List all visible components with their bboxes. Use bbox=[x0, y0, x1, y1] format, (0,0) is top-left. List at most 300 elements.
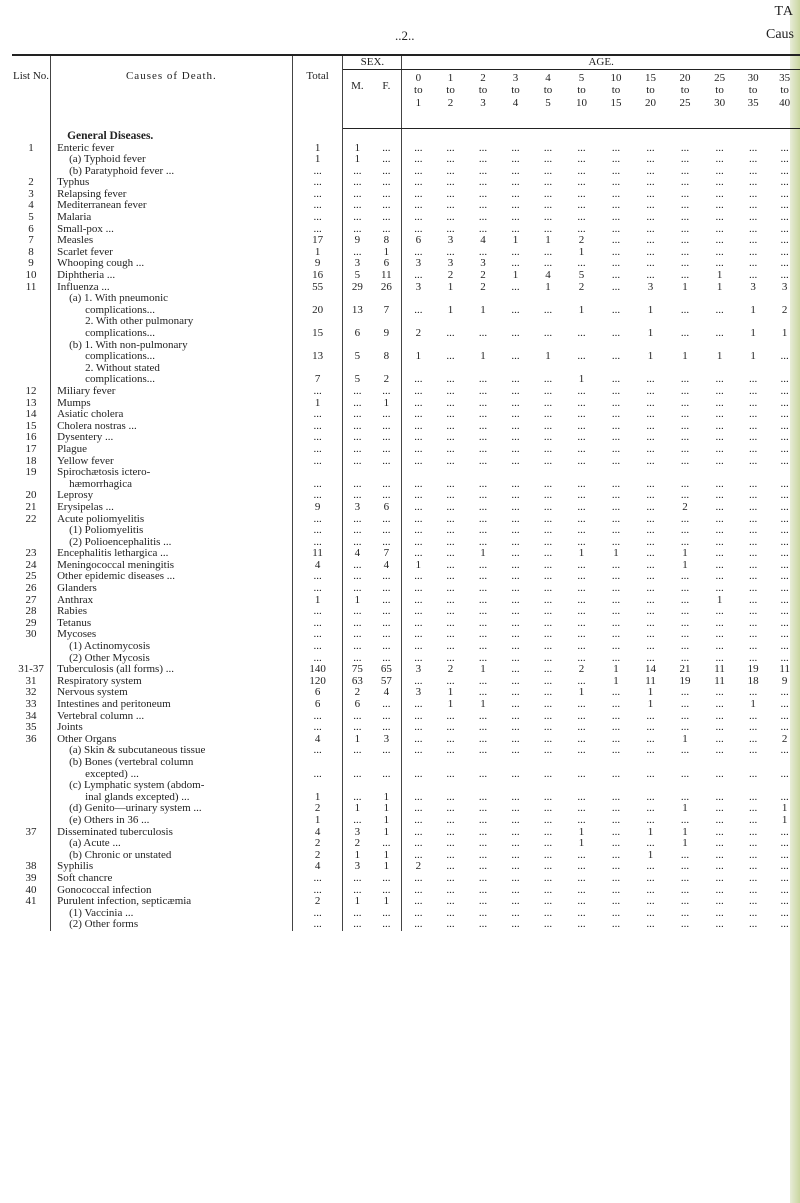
page-number: ..2.. bbox=[395, 28, 415, 43]
age-cell: ... bbox=[611, 733, 621, 745]
male-cell: ... bbox=[353, 188, 362, 200]
age-cell: ... bbox=[715, 246, 724, 258]
age-cell: ... bbox=[780, 571, 789, 583]
age-cell: ... bbox=[646, 188, 655, 200]
list-number bbox=[12, 166, 51, 178]
table-row bbox=[12, 200, 800, 212]
age-cell: ... bbox=[611, 513, 621, 525]
table-row bbox=[12, 502, 800, 514]
age-cell: ... bbox=[414, 154, 423, 166]
cause-label: Asiatic cholera bbox=[51, 409, 293, 421]
age-cell: ... bbox=[446, 420, 455, 432]
age-cell: 1 bbox=[578, 687, 585, 699]
age-cell: ... bbox=[680, 328, 690, 339]
age-cell: ... bbox=[511, 617, 520, 629]
age-cell bbox=[599, 780, 634, 792]
age-cell: ... bbox=[611, 478, 621, 490]
age-cell: 1 bbox=[750, 699, 756, 710]
age-cell: ... bbox=[680, 432, 690, 444]
col-age-group: 2 to 3 bbox=[467, 69, 499, 128]
age-cell: 5 bbox=[578, 270, 585, 282]
age-cell: ... bbox=[511, 536, 520, 548]
age-cell: ... bbox=[543, 849, 553, 861]
age-cell: ... bbox=[478, 513, 488, 525]
age-cell: ... bbox=[577, 594, 586, 606]
cause-label: complications... bbox=[51, 374, 293, 386]
age-cell bbox=[564, 363, 599, 375]
age-cell: ... bbox=[715, 884, 724, 896]
age-cell: ... bbox=[478, 861, 488, 873]
cause-label: Measles bbox=[51, 235, 293, 247]
age-cell: ... bbox=[680, 536, 690, 548]
age-cell bbox=[564, 340, 599, 352]
table-row bbox=[12, 641, 800, 653]
age-cell: ... bbox=[748, 907, 758, 919]
age-cell: ... bbox=[748, 270, 758, 282]
age-cell: ... bbox=[478, 559, 488, 571]
col-age-group: 15 to 20 bbox=[633, 69, 668, 128]
male-cell: ... bbox=[353, 652, 362, 664]
total-cell: 140 bbox=[292, 664, 343, 676]
age-cell: ... bbox=[543, 652, 553, 664]
age-cell: ... bbox=[646, 455, 655, 467]
age-cell: ... bbox=[780, 490, 789, 502]
age-cell: ... bbox=[414, 629, 423, 641]
age-cell: ... bbox=[511, 397, 520, 409]
age-cell: ... bbox=[511, 675, 520, 687]
age-cell: ... bbox=[646, 235, 655, 247]
age-cell: ... bbox=[715, 432, 724, 444]
female-cell: ... bbox=[371, 525, 401, 537]
table-row bbox=[12, 606, 800, 618]
table-row bbox=[12, 374, 800, 386]
age-cell bbox=[702, 316, 737, 328]
age-cell: ... bbox=[543, 559, 553, 571]
cause-label: Acute poliomyelitis bbox=[51, 514, 293, 526]
age-cell: ... bbox=[577, 745, 586, 757]
age-cell: ... bbox=[748, 722, 758, 734]
age-cell: ... bbox=[611, 223, 621, 235]
table-row bbox=[12, 409, 800, 421]
age-cell: 1 bbox=[647, 351, 654, 363]
age-cell: 9 bbox=[781, 675, 788, 687]
female-cell: 6 bbox=[371, 502, 401, 514]
female-cell: ... bbox=[371, 432, 401, 444]
age-cell: ... bbox=[577, 652, 586, 664]
male-cell: ... bbox=[353, 791, 362, 803]
female-cell: ... bbox=[371, 641, 401, 653]
male-cell bbox=[343, 340, 371, 352]
age-cell: ... bbox=[511, 165, 520, 177]
cause-label: Yellow fever bbox=[51, 456, 293, 468]
age-cell: ... bbox=[715, 652, 724, 664]
age-cell bbox=[769, 757, 800, 769]
total-cell: 2 bbox=[292, 838, 343, 850]
age-cell: ... bbox=[680, 525, 690, 537]
age-cell: ... bbox=[646, 884, 655, 896]
age-cell: ... bbox=[680, 188, 690, 200]
age-cell: ... bbox=[680, 629, 690, 641]
table-row bbox=[12, 444, 800, 456]
female-cell bbox=[371, 780, 401, 792]
age-cell: ... bbox=[748, 374, 758, 386]
age-cell: ... bbox=[680, 443, 690, 455]
age-cell: ... bbox=[478, 397, 488, 409]
cause-label: Typhus bbox=[51, 177, 293, 189]
age-cell: ... bbox=[446, 606, 455, 618]
female-cell: ... bbox=[371, 154, 401, 166]
age-cell: ... bbox=[543, 420, 553, 432]
age-cell: ... bbox=[780, 455, 789, 467]
age-cell: ... bbox=[715, 513, 724, 525]
age-cell: ... bbox=[780, 838, 789, 850]
male-cell: 5 bbox=[354, 270, 361, 282]
age-cell: ... bbox=[748, 525, 758, 537]
age-cell: ... bbox=[680, 455, 690, 467]
total-cell bbox=[292, 363, 343, 375]
age-cell bbox=[402, 467, 434, 479]
age-cell: ... bbox=[748, 478, 758, 490]
female-cell: ... bbox=[371, 444, 401, 456]
age-cell: ... bbox=[748, 745, 758, 757]
age-cell: ... bbox=[646, 803, 655, 815]
total-cell: 120 bbox=[292, 676, 343, 688]
age-cell: ... bbox=[446, 838, 455, 850]
female-cell: 7 bbox=[371, 548, 401, 560]
male-cell: 5 bbox=[354, 351, 361, 363]
age-cell: ... bbox=[414, 594, 423, 606]
male-cell: 1 bbox=[354, 896, 361, 908]
list-number bbox=[12, 363, 51, 375]
age-cell: ... bbox=[543, 409, 553, 421]
table-row bbox=[12, 282, 800, 294]
age-cell: ... bbox=[646, 212, 655, 224]
list-number: 5 bbox=[12, 212, 51, 224]
age-cell: ... bbox=[414, 177, 423, 189]
female-cell: 8 bbox=[371, 235, 401, 247]
age-cell: 1 bbox=[415, 351, 422, 363]
age-cell bbox=[467, 780, 499, 792]
age-cell: ... bbox=[577, 165, 586, 177]
female-cell: 1 bbox=[371, 815, 401, 827]
female-cell: ... bbox=[371, 722, 401, 734]
age-cell: ... bbox=[577, 919, 586, 931]
age-cell: ... bbox=[715, 583, 724, 595]
male-cell: 3 bbox=[354, 501, 361, 513]
male-cell: 1 bbox=[354, 733, 361, 745]
cause-label: Nervous system bbox=[51, 687, 293, 699]
age-cell bbox=[434, 293, 466, 305]
age-cell: ... bbox=[780, 397, 789, 409]
age-cell: ... bbox=[611, 188, 621, 200]
total-cell: ... bbox=[292, 189, 343, 201]
age-cell: ... bbox=[611, 304, 621, 316]
table-row bbox=[12, 861, 800, 873]
age-cell: ... bbox=[543, 687, 553, 699]
age-cell: ... bbox=[414, 525, 423, 537]
age-cell: ... bbox=[780, 617, 789, 629]
age-cell: ... bbox=[478, 374, 488, 386]
age-cell: ... bbox=[748, 513, 758, 525]
male-cell: 13 bbox=[351, 304, 363, 316]
age-cell: 1 bbox=[716, 351, 723, 363]
total-cell: 6 bbox=[292, 699, 343, 711]
age-cell: ... bbox=[577, 188, 586, 200]
age-cell: ... bbox=[611, 490, 621, 502]
age-cell: ... bbox=[780, 200, 789, 212]
list-number bbox=[12, 328, 51, 340]
age-cell: ... bbox=[611, 617, 621, 629]
age-cell: ... bbox=[511, 258, 520, 270]
age-cell: ... bbox=[511, 814, 520, 826]
age-cell: ... bbox=[543, 154, 553, 166]
age-cell bbox=[668, 316, 703, 328]
age-cell: ... bbox=[646, 710, 655, 722]
age-cell: ... bbox=[511, 154, 520, 166]
male-cell bbox=[343, 467, 371, 479]
list-number bbox=[12, 815, 51, 827]
age-cell bbox=[737, 340, 769, 352]
table-row bbox=[12, 328, 800, 340]
age-cell: ... bbox=[780, 374, 789, 386]
list-number bbox=[12, 780, 51, 792]
age-cell: ... bbox=[748, 200, 758, 212]
age-cell: ... bbox=[446, 525, 455, 537]
age-cell: 2 bbox=[781, 304, 788, 316]
table-row bbox=[12, 386, 800, 398]
col-list-no: List No. bbox=[12, 55, 51, 128]
age-cell: ... bbox=[478, 212, 488, 224]
age-cell: ... bbox=[646, 733, 655, 745]
age-cell: ... bbox=[414, 745, 423, 757]
cause-label: Glanders bbox=[51, 583, 293, 595]
list-number bbox=[12, 745, 51, 757]
age-cell: ... bbox=[511, 745, 520, 757]
male-cell: ... bbox=[353, 409, 362, 421]
age-cell: ... bbox=[715, 212, 724, 224]
age-cell: ... bbox=[611, 420, 621, 432]
male-cell: ... bbox=[353, 884, 362, 896]
age-cell: ... bbox=[780, 548, 789, 560]
age-cell bbox=[564, 293, 599, 305]
total-cell: ... bbox=[292, 885, 343, 897]
age-cell: ... bbox=[446, 223, 455, 235]
age-cell: ... bbox=[680, 212, 690, 224]
table-row bbox=[12, 885, 800, 897]
table-row bbox=[12, 270, 800, 282]
age-cell: ... bbox=[646, 606, 655, 618]
age-cell: ... bbox=[414, 896, 423, 908]
age-cell bbox=[633, 780, 668, 792]
age-cell: ... bbox=[715, 478, 724, 490]
age-cell: ... bbox=[680, 397, 690, 409]
age-cell: ... bbox=[577, 629, 586, 641]
age-cell: 1 bbox=[545, 351, 551, 363]
female-cell: 65 bbox=[371, 664, 401, 676]
age-cell: ... bbox=[715, 397, 724, 409]
age-cell: ... bbox=[414, 501, 423, 513]
age-cell: ... bbox=[680, 571, 690, 583]
age-cell: ... bbox=[577, 571, 586, 583]
list-number bbox=[12, 850, 51, 862]
age-cell: ... bbox=[748, 165, 758, 177]
list-number bbox=[12, 351, 51, 363]
age-cell: ... bbox=[748, 246, 758, 258]
table-row bbox=[12, 363, 800, 375]
age-cell: ... bbox=[611, 258, 621, 270]
age-cell: 2 bbox=[781, 733, 788, 745]
col-age-group: 10 to 15 bbox=[599, 69, 634, 128]
age-cell: 1 bbox=[716, 281, 723, 293]
female-cell bbox=[371, 340, 401, 352]
age-cell: ... bbox=[543, 165, 553, 177]
age-cell bbox=[467, 340, 499, 352]
age-cell: ... bbox=[780, 409, 789, 421]
male-cell: ... bbox=[353, 641, 362, 653]
age-cell bbox=[668, 757, 703, 769]
age-cell: ... bbox=[414, 200, 423, 212]
age-cell: 2 bbox=[447, 270, 454, 282]
age-cell: ... bbox=[414, 722, 423, 734]
age-cell: ... bbox=[680, 699, 690, 710]
cause-label: (b) Bones (vertebral column bbox=[51, 757, 293, 769]
cause-label: hæmorrhagica bbox=[51, 479, 293, 491]
age-cell: 1 bbox=[647, 304, 654, 316]
age-cell: ... bbox=[543, 142, 553, 154]
male-cell bbox=[343, 293, 371, 305]
list-number: 2 bbox=[12, 177, 51, 189]
age-cell: ... bbox=[680, 258, 690, 270]
age-cell: ... bbox=[414, 397, 423, 409]
age-cell bbox=[702, 363, 737, 375]
age-cell: ... bbox=[680, 165, 690, 177]
age-cell bbox=[599, 293, 634, 305]
age-cell: ... bbox=[715, 791, 724, 803]
male-cell: 1 bbox=[354, 142, 361, 154]
cause-label: Other epidemic diseases ... bbox=[51, 571, 293, 583]
age-cell: ... bbox=[478, 884, 488, 896]
female-cell: ... bbox=[371, 189, 401, 201]
age-cell: ... bbox=[680, 791, 690, 803]
total-cell: ... bbox=[292, 479, 343, 491]
age-cell: ... bbox=[611, 722, 621, 734]
cause-label: Dysentery ... bbox=[51, 432, 293, 444]
list-number: 4 bbox=[12, 200, 51, 212]
age-cell bbox=[402, 316, 434, 328]
age-cell: ... bbox=[446, 536, 455, 548]
age-cell: ... bbox=[478, 675, 488, 687]
age-cell bbox=[532, 757, 564, 769]
age-cell: ... bbox=[478, 385, 488, 397]
total-cell: ... bbox=[292, 224, 343, 236]
age-cell: 1 bbox=[447, 304, 454, 316]
list-number: 26 bbox=[12, 583, 51, 595]
cause-label: complications... bbox=[51, 305, 293, 317]
age-cell: ... bbox=[511, 385, 520, 397]
age-cell: 1 bbox=[682, 351, 688, 363]
cause-label: Tetanus bbox=[51, 618, 293, 630]
age-cell: ... bbox=[478, 188, 488, 200]
female-cell: ... bbox=[371, 908, 401, 920]
cause-label: Spirochætosis ictero- bbox=[51, 467, 293, 479]
list-number bbox=[12, 340, 51, 352]
age-cell: ... bbox=[478, 687, 488, 699]
total-cell: 11 bbox=[292, 548, 343, 560]
table-row bbox=[12, 699, 800, 711]
age-cell: ... bbox=[611, 212, 621, 224]
cause-label: (b) 1. With non-pulmonary bbox=[51, 340, 293, 352]
age-cell bbox=[434, 363, 466, 375]
age-cell: ... bbox=[646, 768, 655, 780]
age-cell: ... bbox=[611, 838, 621, 850]
age-cell: ... bbox=[414, 443, 423, 455]
age-cell: ... bbox=[748, 258, 758, 270]
age-cell: ... bbox=[543, 548, 553, 560]
total-cell: ... bbox=[292, 537, 343, 549]
age-cell: ... bbox=[780, 861, 789, 873]
female-cell: ... bbox=[371, 177, 401, 189]
age-cell: ... bbox=[414, 606, 423, 618]
age-cell: ... bbox=[511, 188, 520, 200]
age-cell: ... bbox=[543, 501, 553, 513]
age-cell: ... bbox=[478, 583, 488, 595]
age-cell: ... bbox=[446, 374, 455, 386]
age-cell: ... bbox=[511, 710, 520, 722]
age-cell bbox=[467, 293, 499, 305]
age-cell: ... bbox=[543, 699, 553, 710]
female-cell: ... bbox=[371, 769, 401, 781]
age-cell: ... bbox=[715, 501, 724, 513]
age-cell: ... bbox=[511, 443, 520, 455]
table-row bbox=[12, 316, 800, 328]
age-cell: ... bbox=[446, 212, 455, 224]
age-cell: ... bbox=[611, 826, 621, 838]
cause-label: Meningococcal meningitis bbox=[51, 560, 293, 572]
female-cell: ... bbox=[371, 745, 401, 757]
table-row bbox=[12, 850, 800, 862]
age-cell: ... bbox=[414, 142, 423, 154]
list-number bbox=[12, 305, 51, 317]
cause-label: (2) Other Mycosis bbox=[51, 653, 293, 665]
age-cell: ... bbox=[543, 861, 553, 873]
age-cell: ... bbox=[414, 872, 423, 884]
cause-label: Syphilis bbox=[51, 861, 293, 873]
age-cell: ... bbox=[715, 490, 724, 502]
table-row bbox=[12, 548, 800, 560]
age-cell: ... bbox=[715, 907, 724, 919]
age-cell: 6 bbox=[415, 235, 422, 247]
list-number bbox=[12, 769, 51, 781]
age-cell: ... bbox=[414, 826, 423, 838]
age-cell: ... bbox=[780, 258, 789, 270]
age-cell: ... bbox=[577, 675, 586, 687]
age-cell: ... bbox=[680, 142, 690, 154]
age-cell: ... bbox=[748, 652, 758, 664]
total-cell: 7 bbox=[292, 374, 343, 386]
total-cell: ... bbox=[292, 525, 343, 537]
total-cell: ... bbox=[292, 409, 343, 421]
col-causes: Causes of Death. bbox=[51, 55, 293, 128]
age-cell bbox=[467, 757, 499, 769]
age-cell: ... bbox=[780, 849, 789, 861]
age-cell: ... bbox=[414, 548, 423, 560]
age-cell: ... bbox=[543, 258, 553, 270]
age-cell: ... bbox=[646, 791, 655, 803]
age-cell: ... bbox=[478, 420, 488, 432]
age-cell: ... bbox=[478, 165, 488, 177]
table-row bbox=[12, 514, 800, 526]
age-cell: 1 bbox=[415, 559, 422, 571]
